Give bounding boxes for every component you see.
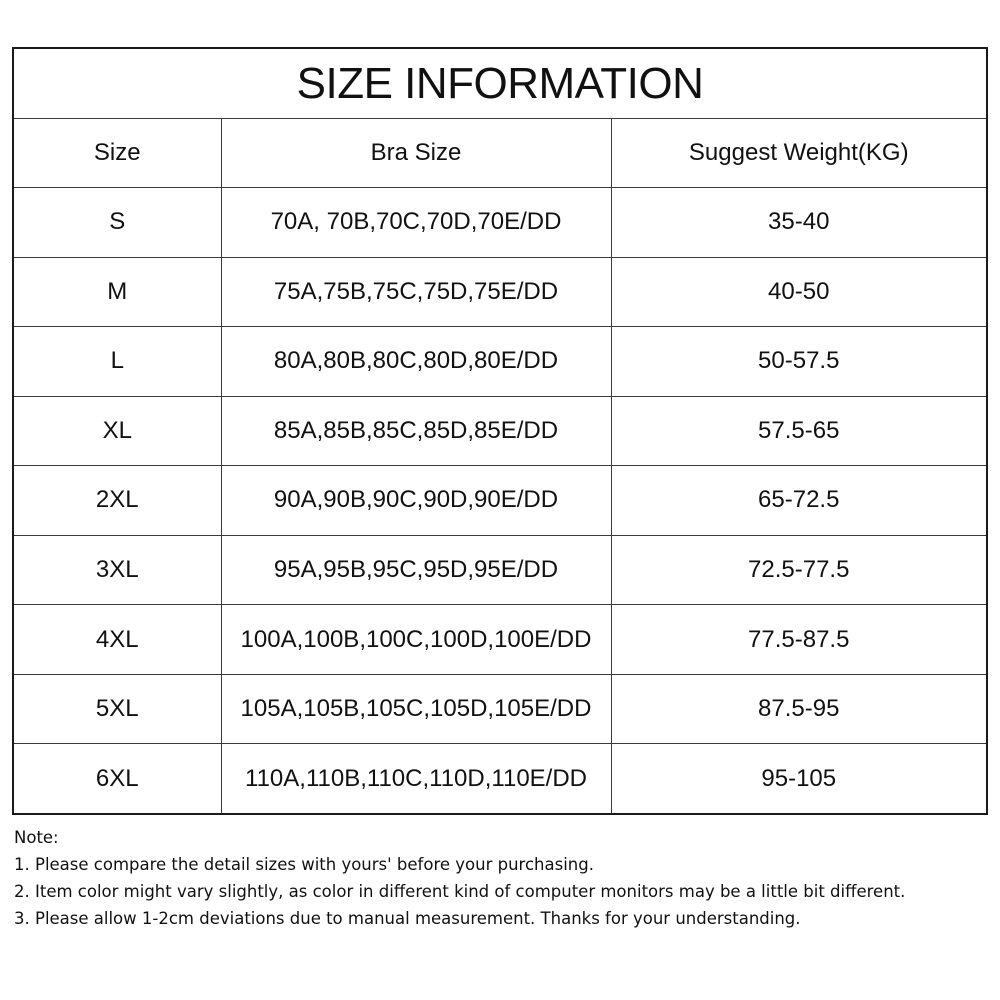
bra-size-cell: 75A,75B,75C,75D,75E/DD	[221, 257, 611, 327]
bra-size-cell: 110A,110B,110C,110D,110E/DD	[221, 744, 611, 814]
column-header-size: Size	[13, 119, 221, 188]
bra-size-cell: 90A,90B,90C,90D,90E/DD	[221, 466, 611, 536]
weight-cell: 50-57.5	[611, 327, 987, 397]
table-row	[13, 327, 987, 397]
weight-cell: 95-105	[611, 744, 987, 814]
table-row	[13, 744, 987, 814]
weight-cell: 35-40	[611, 188, 987, 258]
size-cell: M	[13, 257, 221, 327]
size-information-table	[12, 47, 988, 815]
weight-cell: 77.5-87.5	[611, 605, 987, 675]
bra-size-cell: 80A,80B,80C,80D,80E/DD	[221, 327, 611, 397]
bra-size-cell: 100A,100B,100C,100D,100E/DD	[221, 605, 611, 675]
column-header-weight: Suggest Weight(KG)	[611, 119, 987, 188]
table-row	[13, 188, 987, 258]
weight-cell: 72.5-77.5	[611, 535, 987, 605]
table-row	[13, 535, 987, 605]
note-item: 3. Please allow 1-2cm deviations due to manual measurement. Thanks for your understanding.	[14, 909, 801, 928]
size-cell: S	[13, 188, 221, 258]
note-item: 2. Item color might vary slightly, as color in different kind of computer monitors may be a little bit different.	[14, 882, 906, 901]
table-row	[13, 466, 987, 536]
table-row	[13, 605, 987, 675]
bra-size-cell: 70A, 70B,70C,70D,70E/DD	[221, 188, 611, 258]
size-cell: 5XL	[13, 674, 221, 744]
size-cell: XL	[13, 396, 221, 466]
size-cell: 4XL	[13, 605, 221, 675]
table-row	[13, 257, 987, 327]
note-item: 1. Please compare the detail sizes with yours' before your purchasing.	[14, 855, 594, 874]
size-cell: L	[13, 327, 221, 397]
column-header-bra-size: Bra Size	[221, 119, 611, 188]
weight-cell: 65-72.5	[611, 466, 987, 536]
weight-cell: 57.5-65	[611, 396, 987, 466]
table-row	[13, 674, 987, 744]
size-cell: 3XL	[13, 535, 221, 605]
weight-cell: 40-50	[611, 257, 987, 327]
weight-cell: 87.5-95	[611, 674, 987, 744]
bra-size-cell: 85A,85B,85C,85D,85E/DD	[221, 396, 611, 466]
size-cell: 2XL	[13, 466, 221, 536]
notes-section	[14, 824, 990, 932]
size-cell: 6XL	[13, 744, 221, 814]
notes-heading: Note:	[14, 828, 59, 847]
table-header-row	[13, 119, 987, 188]
table-row	[13, 396, 987, 466]
bra-size-cell: 105A,105B,105C,105D,105E/DD	[221, 674, 611, 744]
bra-size-cell: 95A,95B,95C,95D,95E/DD	[221, 535, 611, 605]
table-title: SIZE INFORMATION	[13, 48, 987, 119]
